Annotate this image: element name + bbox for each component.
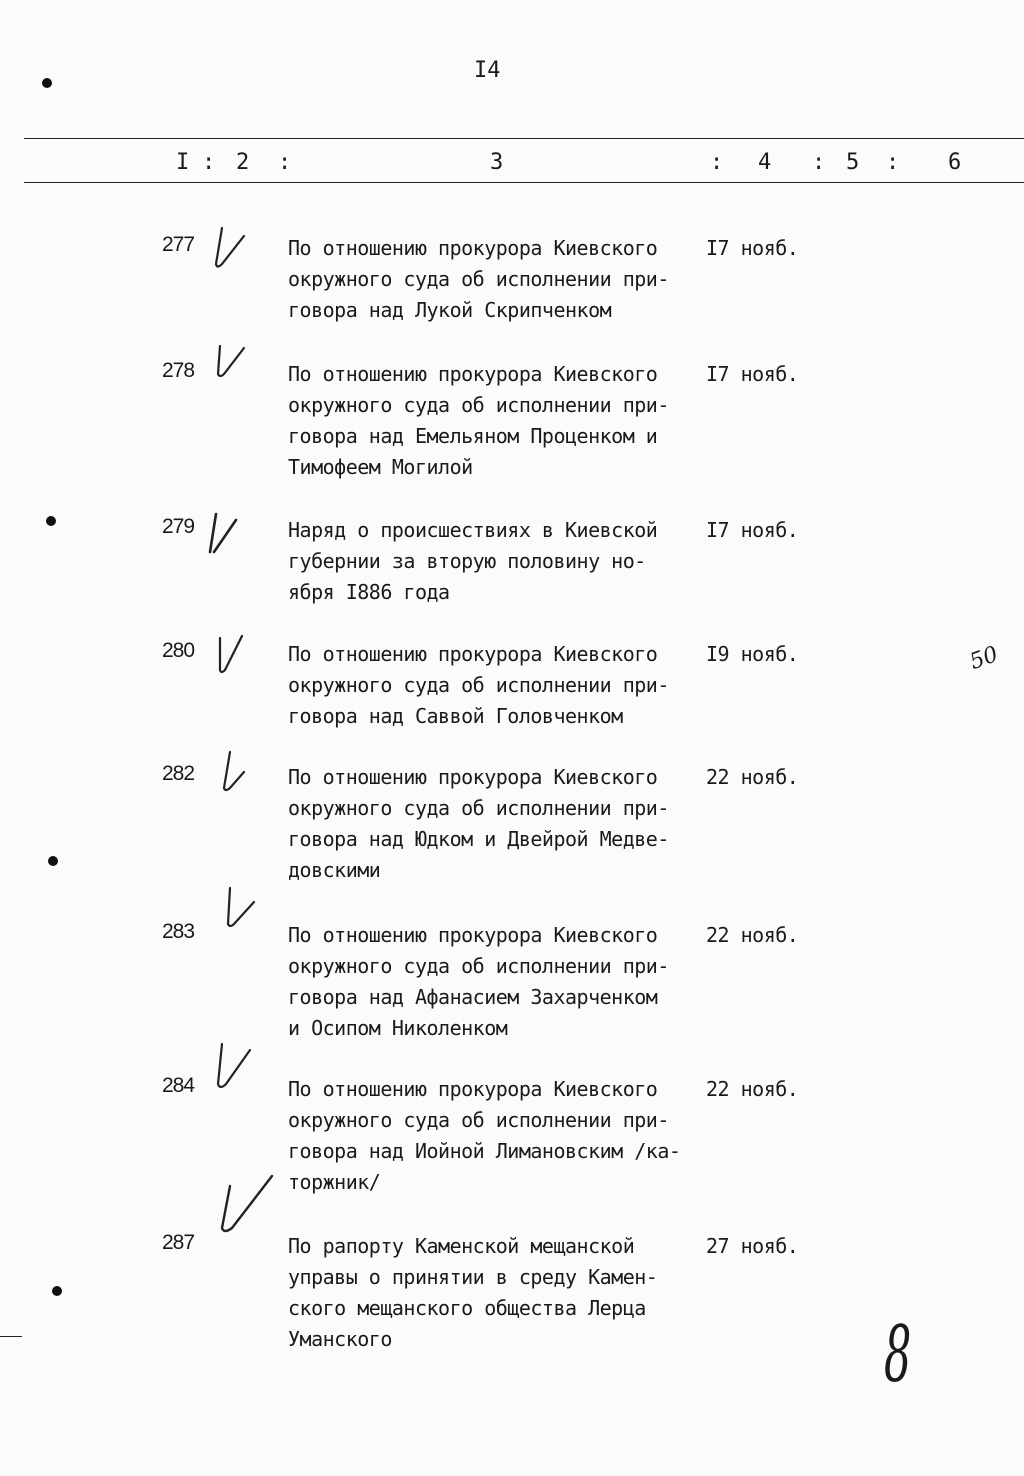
entry-date: 22 нояб.	[706, 1077, 799, 1101]
entry-number: 278	[162, 359, 195, 382]
checkmark-icon	[216, 748, 254, 796]
checkmark-icon	[214, 1170, 280, 1238]
column-header	[0, 150, 1024, 178]
column-3: 3	[490, 150, 504, 175]
column-separator: :	[202, 150, 216, 175]
entry-description: По отношению прокурора Киевского окружного суда об исполнении при- говора над Емельяном Проценком и Тимофеем Могилой	[288, 362, 669, 479]
column-separator: :	[710, 150, 724, 175]
column-separator: :	[886, 150, 900, 175]
column-5: 5	[846, 150, 860, 175]
checkmark-icon	[218, 884, 262, 936]
punch-hole-icon	[46, 854, 60, 868]
entry-date: 27 нояб.	[706, 1234, 799, 1258]
entry-number: 287	[162, 1231, 195, 1254]
checkmark-icon	[204, 508, 244, 560]
column-4: 4	[758, 150, 772, 175]
entry-date: I7 нояб.	[706, 518, 799, 542]
entry-number: 282	[162, 762, 195, 785]
entry-number: 284	[162, 1074, 195, 1097]
entry-description: По отношению прокурора Киевского окружного суда об исполнении при- говора над Афанасием Захарченком и Осипом Николенком	[288, 923, 669, 1040]
entry-date: I7 нояб.	[706, 236, 799, 260]
entry-date: 22 нояб.	[706, 923, 799, 947]
margin-note-top: 50	[966, 641, 1002, 676]
entry-number: 283	[162, 920, 195, 943]
punch-hole-icon	[44, 514, 58, 528]
entry-number: 277	[162, 233, 195, 256]
entry-description: По отношению прокурора Киевского окружного суда об исполнении при- говора над Юдком и Двейрой Медве- довскими	[288, 765, 669, 882]
entry-date: 22 нояб.	[706, 765, 799, 789]
punch-hole-icon	[50, 1284, 64, 1298]
header-rule-top	[24, 138, 1024, 139]
column-6: 6	[948, 150, 962, 175]
checkmark-icon	[208, 628, 250, 678]
checkmark-icon	[210, 1040, 258, 1096]
header-rule-bottom	[24, 182, 1024, 183]
entry-number: 279	[162, 515, 195, 538]
entry-number: 280	[162, 639, 195, 662]
column-separator: :	[812, 150, 826, 175]
column-1: I	[176, 150, 190, 175]
margin-tick	[0, 1336, 22, 1337]
checkmark-icon	[210, 222, 250, 272]
entry-date: I7 нояб.	[706, 362, 799, 386]
checkmark-icon	[208, 340, 252, 385]
entry-description: По отношению прокурора Киевского окружного суда об исполнении при- говора над Иойной Лимановским /ка- торжник/	[288, 1077, 681, 1194]
column-2: 2	[236, 150, 250, 175]
margin-note-bottom: 8	[884, 1310, 912, 1400]
page-number: I4	[474, 58, 501, 83]
entry-description: По рапорту Каменской мещанской управы о принятии в среду Камен- ского мещанского общества Лерца Уманского	[288, 1234, 658, 1351]
entry-description: По отношению прокурора Киевского окружного суда об исполнении при- говора над Саввой Головченком	[288, 642, 669, 728]
entry-date: I9 нояб.	[706, 642, 799, 666]
column-separator: :	[278, 150, 292, 175]
punch-hole-icon	[40, 76, 54, 90]
entry-description: По отношению прокурора Киевского окружного суда об исполнении при- говора над Лукой Скрипченком	[288, 236, 669, 322]
entry-description: Наряд о происшествиях в Киевской губернии за вторую половину но- ября I886 года	[288, 518, 658, 604]
